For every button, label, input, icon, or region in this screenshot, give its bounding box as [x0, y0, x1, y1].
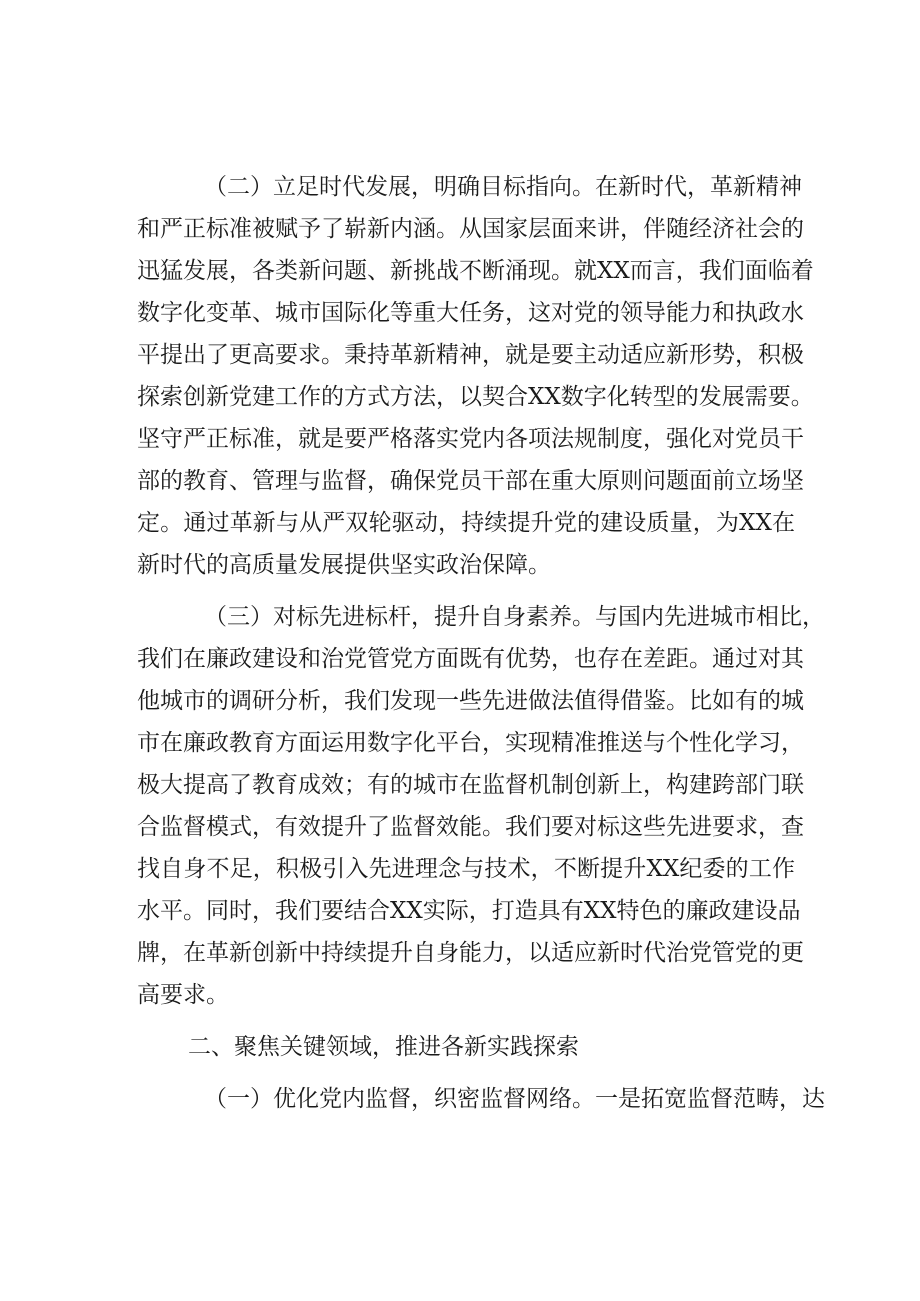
paragraph-line: （二）立足时代发展，明确目标指向。在新时代，革新精神	[204, 174, 802, 200]
section-heading: 二、聚焦关键领域，推进各新实践探索	[188, 1034, 579, 1060]
paragraph-line: 迅猛发展，各类新问题、新挑战不断涌现。就XX而言，我们面临着	[137, 258, 814, 284]
paragraph-line: 数字化变革、城市国际化等重大任务，这对党的领导能力和执政水	[137, 300, 804, 326]
paragraph-line: 定。通过革新与从严双轮驱动，持续提升党的建设质量，为XX在	[137, 510, 795, 536]
paragraph-line: 平提出了更高要求。秉持革新精神，就是要主动适应新形势，积极	[137, 342, 804, 368]
paragraph-line: 找自身不足，积极引入先进理念与技术，不断提升XX纪委的工作	[137, 856, 795, 882]
paragraph-line: 我们在廉政建设和治党管党方面既有优势，也存在差距。通过对其	[137, 646, 804, 672]
paragraph-line: 牌，在革新创新中持续提升自身能力，以适应新时代治党管党的更	[137, 940, 804, 966]
paragraph-line: 市在廉政教育方面运用数字化平台，实现精准推送与个性化学习，	[137, 730, 804, 756]
paragraph-line: （一）优化党内监督，织密监督网络。一是拓宽监督范畴，达	[204, 1086, 825, 1112]
paragraph-line: 合监督模式，有效提升了监督效能。我们要对标这些先进要求，查	[137, 814, 804, 840]
paragraph-line: 部的教育、管理与监督，确保党员干部在重大原则问题面前立场坚	[137, 468, 804, 494]
paragraph-line: 探索创新党建工作的方式方法，以契合XX数字化转型的发展需要。	[137, 384, 814, 410]
paragraph-line: 高要求。	[137, 982, 229, 1008]
paragraph-line: 水平。同时，我们要结合XX实际，打造具有XX特色的廉政建设品	[137, 898, 801, 924]
paragraph-line: 极大提高了教育成效；有的城市在监督机制创新上，构建跨部门联	[137, 772, 804, 798]
paragraph-line: 和严正标准被赋予了崭新内涵。从国家层面来讲，伴随经济社会的	[137, 216, 804, 242]
paragraph-line: 坚守严正标准，就是要严格落实党内各项法规制度，强化对党员干	[137, 426, 804, 452]
paragraph-line: 新时代的高质量发展提供坚实政治保障。	[137, 552, 551, 578]
paragraph-line: （三）对标先进标杆，提升自身素养。与国内先进城市相比，	[204, 604, 825, 630]
paragraph-line: 他城市的调研分析，我们发现一些先进做法值得借鉴。比如有的城	[137, 688, 804, 714]
